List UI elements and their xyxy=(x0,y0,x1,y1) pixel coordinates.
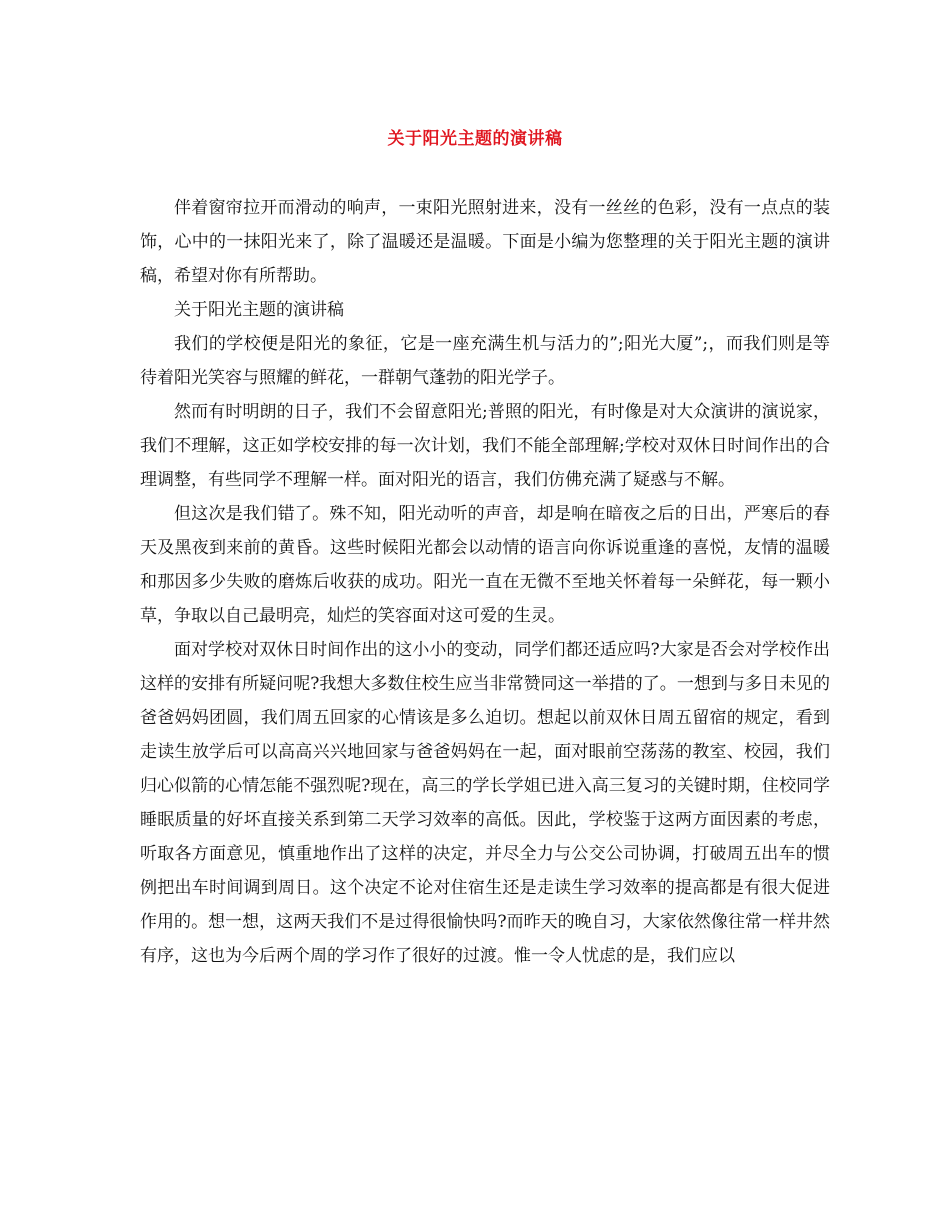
document-body xyxy=(140,191,830,973)
paragraph-schedule-change: 面对学校对双休日时间作出的这小小的变动，同学们都还适应吗?大家是否会对学校作出这样的安排有所疑问呢?我想大多数住校生应当非常赞同这一举措的了。一想到与多日未见的爸爸妈妈团圆，我们周五回家的心情该是多么迫切。想起以前双休日周五留宿的规定，看到走读生放学后可以高高兴兴地回家与爸爸妈妈在一起，面对眼前空荡荡的教室、校园，我们归心似箭的心情怎能不强烈呢?现在，高三的学长学姐已进入高三复习的关键时期，住校同学睡眠质量的好坏直接关系到第二天学习效率的高低。因此，学校鉴于这两方面因素的考虑，听取各方面意见，慎重地作出了这样的决定，并尽全力与公交公司协调，打破周五出车的惯例把出车时间调到周日。这个决定不论对住宿生还是走读生学习效率的提高都是有很大促进作用的。想一想，这两天我们不是过得很愉快吗?而昨天的晚自习，大家依然像往常一样井然有序，这也为今后两个周的学习作了很好的过渡。惟一令人忧虑的是，我们应以 xyxy=(140,640,830,966)
paragraph-subtitle: 关于阳光主题的演讲稿 xyxy=(174,300,344,320)
document-title: 关于阳光主题的演讲稿 xyxy=(387,129,563,149)
paragraph-we-were-wrong: 但这次是我们错了。殊不知，阳光动听的声音，却是响在暗夜之后的日出，严寒后的春天及黑夜到来前的黄昏。这些时候阳光都会以动情的语言向你诉说重逢的喜悦，友情的温暖和那因多少失败的磨炼后收获的成功。阳光一直在无微不至地关怀着每一朵鲜花，每一颗小草，争取以自己最明亮，灿烂的笑容面对这可爱的生灵。 xyxy=(140,504,830,626)
paragraph-school-symbol: 我们的学校便是阳光的象征，它是一座充满生机与活力的”;阳光大厦”;，而我们则是等待着阳光笑容与照耀的鲜花，一群朝气蓬勃的阳光学子。 xyxy=(140,334,830,388)
paragraph-sunny-days: 然而有时明朗的日子，我们不会留意阳光;普照的阳光，有时像是对大众演讲的演说家，我们不理解，这正如学校安排的每一次计划，我们不能全部理解;学校对双休日时间作出的合理调整，有些同学不理解一样。面对阳光的语言，我们仿佛充满了疑惑与不解。 xyxy=(140,402,830,490)
paragraph-intro: 伴着窗帘拉开而滑动的响声，一束阳光照射进来，没有一丝丝的色彩，没有一点点的装饰，心中的一抹阳光来了，除了温暖还是温暖。下面是小编为您整理的关于阳光主题的演讲稿，希望对你有所帮助。 xyxy=(140,198,830,286)
